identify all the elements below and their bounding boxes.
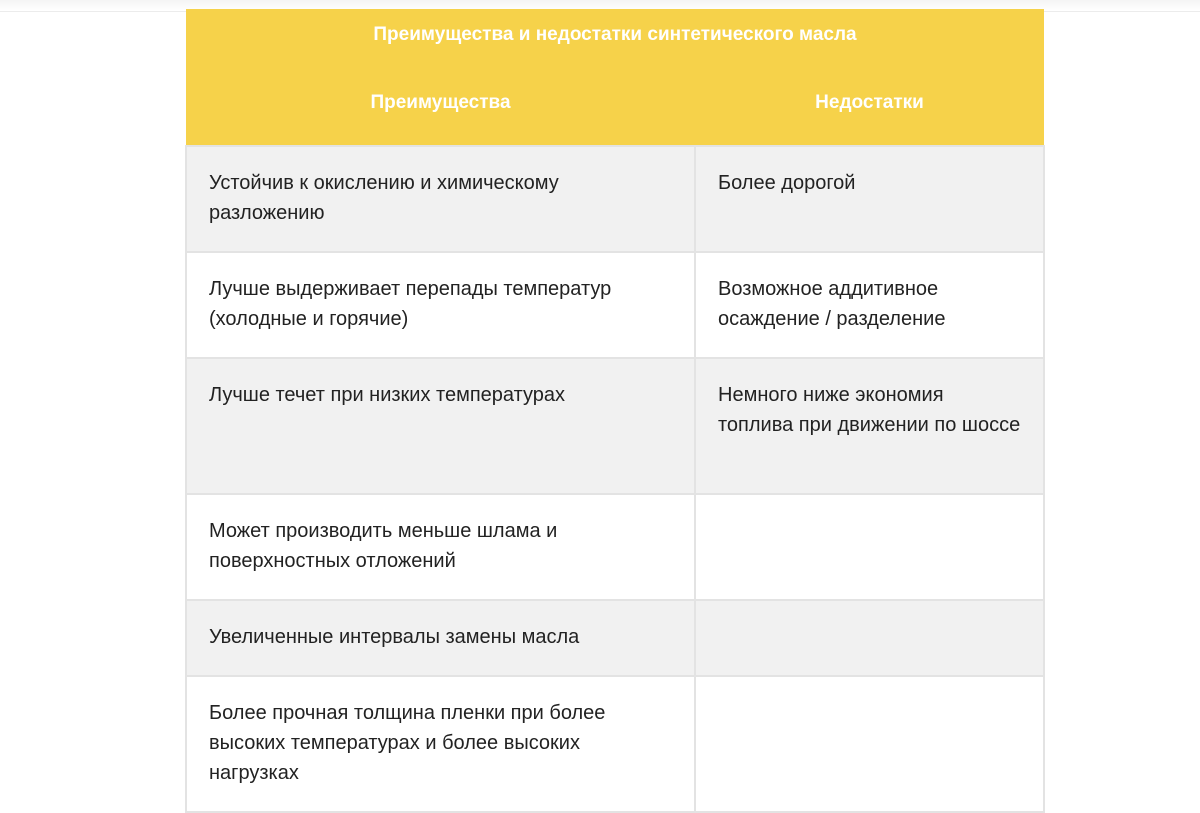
table-row [186, 600, 1044, 676]
table-title: Преимущества и недостатки синтетического масла [186, 9, 1044, 60]
header-advantages: Преимущества [186, 60, 695, 146]
disadvantage-cell: Более дорогой [695, 146, 1044, 252]
comparison-table-container [185, 9, 1043, 813]
header-disadvantages: Недостатки [695, 60, 1044, 146]
disadvantage-cell: Возможное аддитивное осаждение / разделение [695, 252, 1044, 358]
advantage-cell: Увеличенные интервалы замены масла [186, 600, 695, 676]
table-row [186, 494, 1044, 600]
advantage-cell: Может производить меньше шлама и поверхностных отложений [186, 494, 695, 600]
table-row [186, 358, 1044, 494]
table-row [186, 252, 1044, 358]
advantage-cell: Более прочная толщина пленки при более высоких температурах и более высоких нагрузках [186, 676, 695, 812]
disadvantage-cell: Немного ниже экономия топлива при движении по шоссе [695, 358, 1044, 494]
advantage-cell: Лучше выдерживает перепады температур (холодные и горячие) [186, 252, 695, 358]
disadvantage-cell [695, 676, 1044, 812]
table-row [186, 676, 1044, 812]
table-title-row [186, 9, 1044, 60]
advantage-cell: Лучше течет при низких температурах [186, 358, 695, 494]
table-header-row [186, 60, 1044, 146]
table-row [186, 146, 1044, 252]
disadvantage-cell [695, 494, 1044, 600]
disadvantage-cell [695, 600, 1044, 676]
comparison-table [185, 9, 1045, 813]
advantage-cell: Устойчив к окислению и химическому разложению [186, 146, 695, 252]
